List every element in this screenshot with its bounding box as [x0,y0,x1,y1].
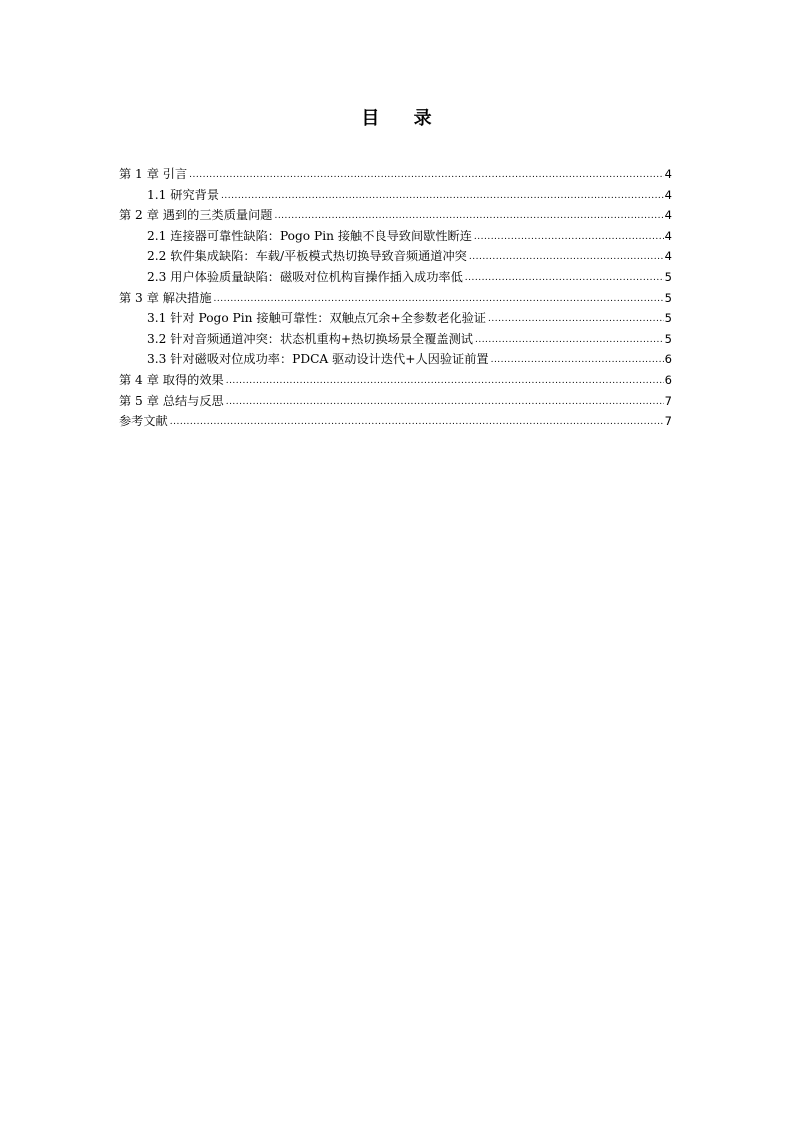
toc-dot-leader [465,268,664,289]
toc-entry-page: 5 [664,331,672,346]
toc-entry-label: 2.3 用户体验质量缺陷：磁吸对位机构盲操作插入成功率低 [147,269,463,284]
toc-entry-label: 3.3 针对磁吸对位成功率：PDCA 驱动设计迭代+人因验证前置 [147,352,489,367]
toc-dot-leader [226,371,664,392]
toc-entry-label: 2.1 连接器可靠性缺陷：Pogo Pin 接触不良导致间歇性断连 [147,228,472,243]
toc-entry-page: 7 [664,414,672,429]
toc-entry-page: 5 [664,269,672,284]
toc-entry-page: 4 [664,187,672,202]
toc-dot-leader [475,330,664,351]
toc-entry-page: 5 [664,311,672,326]
toc-entry-label: 3.1 针对 Pogo Pin 接触可靠性：双触点冗余+全参数老化验证 [147,311,486,326]
toc-dot-leader [189,165,664,186]
toc-entry-page: 4 [664,208,672,223]
toc-dot-leader [474,227,664,248]
toc-entry-label: 第 5 章 总结与反思 [119,393,224,408]
toc-entry-label: 第 1 章 引言 [119,167,188,181]
toc-entry-section-2-3[interactable] [119,267,672,288]
toc-dot-leader [274,206,663,227]
toc-entry-label: 2.2 软件集成缺陷：车载/平板模式热切换导致音频通道冲突 [147,249,467,264]
toc-entry-page: 6 [664,372,672,387]
toc-entry-label: 第 2 章 遇到的三类质量问题 [119,208,273,223]
toc-entry-page: 6 [664,352,672,367]
toc-dot-leader [491,350,664,371]
toc-entry-section-3-3[interactable] [119,349,672,370]
toc-entry-chapter-5[interactable] [119,391,672,412]
toc-entry-page: 7 [664,393,672,408]
table-of-contents [119,164,672,432]
toc-dot-leader [221,186,664,207]
toc-entry-chapter-3[interactable] [119,288,672,309]
toc-entry-chapter-2[interactable] [119,205,672,226]
toc-entry-page: 5 [664,290,672,305]
toc-entry-label: 3.2 针对音频通道冲突：状态机重构+热切换场景全覆盖测试 [147,331,473,346]
toc-dot-leader [214,289,664,310]
toc-entry-references[interactable] [119,411,672,432]
toc-entry-label: 1.1 研究背景 [147,187,220,202]
toc-entry-section-2-2[interactable] [119,246,672,267]
toc-entry-label: 第 3 章 解决措施 [119,290,212,305]
toc-dot-leader [170,412,664,433]
toc-dot-leader [488,309,664,330]
toc-entry-section-3-2[interactable] [119,329,672,350]
toc-dot-leader [469,247,664,268]
toc-entry-chapter-4[interactable] [119,370,672,391]
toc-entry-label: 参考文献 [119,414,168,429]
toc-entry-page: 4 [664,167,672,181]
toc-entry-section-3-1[interactable] [119,308,672,329]
toc-entry-page: 4 [664,249,672,264]
toc-entry-label: 第 4 章 取得的效果 [119,372,224,387]
toc-dot-leader [226,392,664,413]
toc-entry-page: 4 [664,228,672,243]
toc-title: 目 录 [361,108,446,129]
toc-entry-section-2-1[interactable] [119,226,672,247]
toc-entry-chapter-1[interactable] [119,164,672,185]
toc-entry-section-1-1[interactable] [119,185,672,206]
